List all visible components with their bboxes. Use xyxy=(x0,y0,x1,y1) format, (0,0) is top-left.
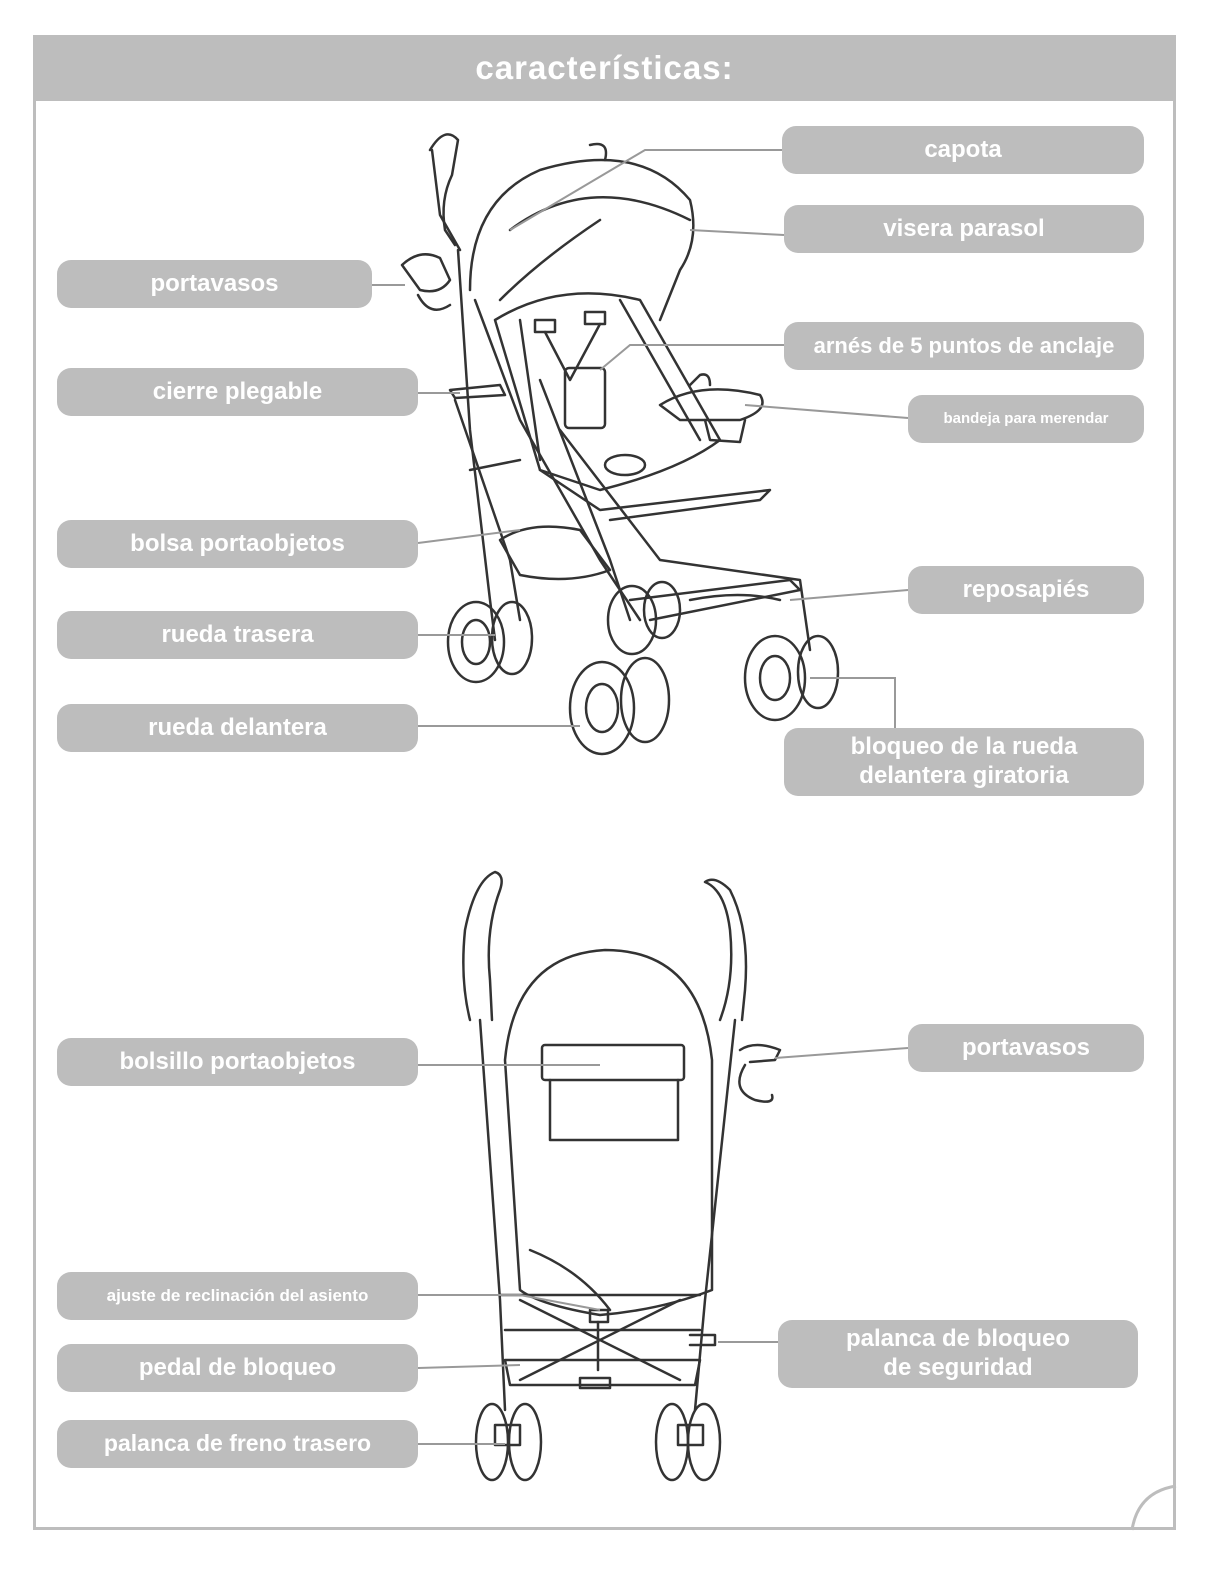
label-footrest: reposapiés xyxy=(908,566,1144,614)
label-recline: ajuste de reclinación del asiento xyxy=(57,1272,418,1320)
section-title: características: xyxy=(475,49,734,86)
stroller-side-view xyxy=(402,134,838,754)
label-cup-holder-top: portavasos xyxy=(57,260,372,308)
label-canopy: capota xyxy=(782,126,1144,174)
label-rear-wheel: rueda trasera xyxy=(57,611,418,659)
label-fold-latch: cierre plegable xyxy=(57,368,418,416)
stroller-rear-view xyxy=(463,872,780,1480)
label-swivel-lock: bloqueo de la rueda delantera giratoria xyxy=(784,728,1144,796)
label-brake-lever: palanca de freno trasero xyxy=(57,1420,418,1468)
label-lock-pedal: pedal de bloqueo xyxy=(57,1344,418,1392)
label-snack-tray: bandeja para merendar xyxy=(908,395,1144,443)
label-cup-holder-bottom: portavasos xyxy=(908,1024,1144,1072)
label-harness: arnés de 5 puntos de anclaje xyxy=(784,322,1144,370)
label-storage-bag: bolsa portaobjetos xyxy=(57,520,418,568)
label-storage-pocket: bolsillo portaobjetos xyxy=(57,1038,418,1086)
label-sun-visor: visera parasol xyxy=(784,205,1144,253)
label-front-wheel: rueda delantera xyxy=(57,704,418,752)
label-safety-lever: palanca de bloqueo de seguridad xyxy=(778,1320,1138,1388)
